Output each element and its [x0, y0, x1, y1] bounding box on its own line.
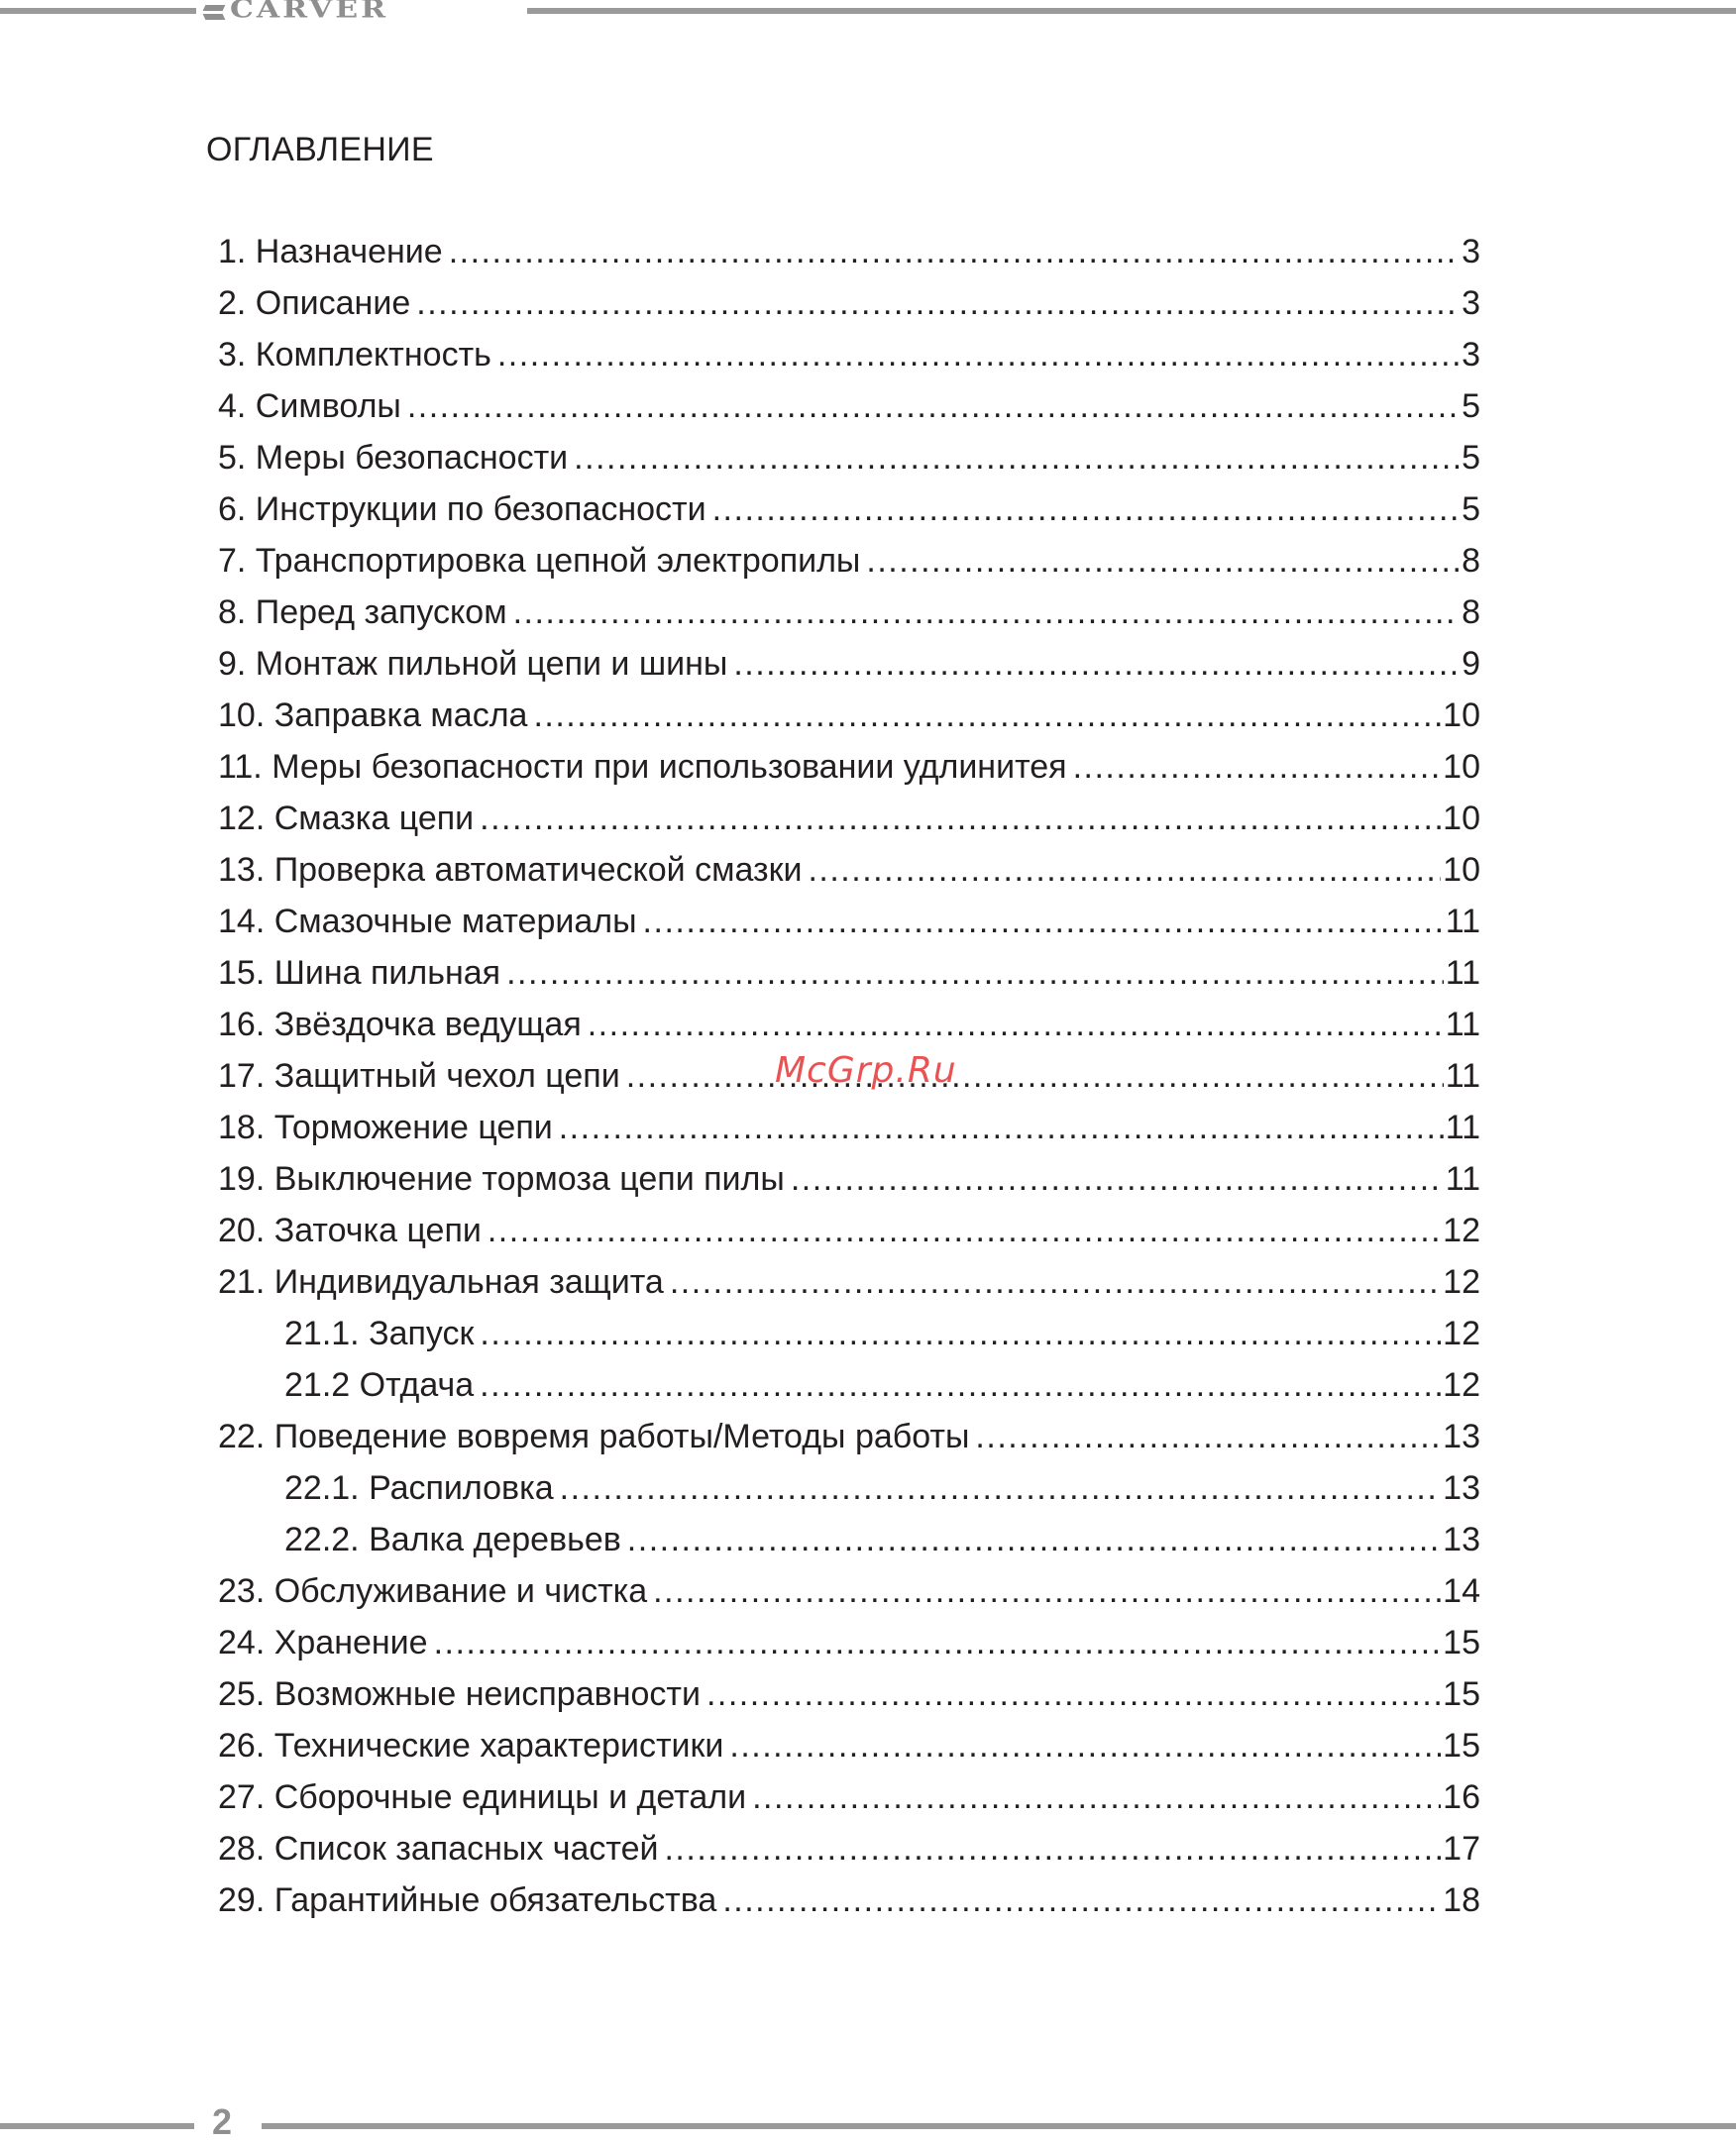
- page-title: ОГЛАВЛЕНИЕ: [206, 131, 434, 168]
- toc-leader-dots: [1073, 741, 1442, 793]
- toc-leader-dots: [643, 896, 1444, 947]
- toc-leader-dots: [559, 1102, 1444, 1153]
- toc-entry-label: 10. Заправка масла: [218, 696, 528, 734]
- toc-entry-page: 12: [1443, 1366, 1480, 1404]
- page-header: [0, 0, 1736, 30]
- toc-entry[interactable]: [218, 896, 1480, 947]
- toc-entry[interactable]: [218, 1668, 1480, 1720]
- toc-entry-page: 10: [1443, 748, 1480, 786]
- toc-leader-dots: [434, 1617, 1442, 1668]
- toc-leader-dots: [560, 1462, 1442, 1514]
- toc-leader-dots: [733, 638, 1460, 690]
- toc-entry[interactable]: [218, 1874, 1480, 1926]
- toc-entry-label: 16. Звёздочка ведущая: [218, 1006, 582, 1043]
- toc-entry-label: 18. Торможение цепи: [218, 1109, 553, 1146]
- watermark: McGrp.Ru: [775, 1050, 957, 1091]
- brand-name: CARVER: [230, 0, 389, 25]
- toc-leader-dots: [975, 1411, 1441, 1462]
- toc-leader-dots: [626, 1050, 1444, 1102]
- toc-entry-page: 13: [1443, 1469, 1480, 1507]
- toc-entry-label: 21.1. Запуск: [284, 1315, 475, 1352]
- toc-entry-page: 13: [1443, 1521, 1480, 1558]
- header-rule-left: [0, 8, 196, 14]
- toc-entry[interactable]: [218, 999, 1480, 1050]
- toc-entry-label: 9. Монтаж пильной цепи и шины: [218, 645, 728, 683]
- header-rule-right: [527, 8, 1736, 14]
- toc-entry-page: 3: [1462, 233, 1480, 270]
- toc-leader-dots: [488, 1205, 1441, 1256]
- toc-entry-page: 18: [1443, 1881, 1480, 1919]
- toc-entry[interactable]: [218, 947, 1480, 999]
- toc-leader-dots: [480, 1359, 1441, 1411]
- toc-leader-dots: [449, 226, 1460, 277]
- toc-entry[interactable]: [218, 1771, 1480, 1823]
- toc-entry-page: 5: [1462, 490, 1480, 528]
- toc-entry-page: 15: [1443, 1675, 1480, 1713]
- toc-entry-label: 29. Гарантийные обязательства: [218, 1881, 717, 1919]
- page-number: 2: [212, 2101, 233, 2142]
- toc-entry[interactable]: [218, 1720, 1480, 1771]
- toc-entry-page: 11: [1445, 1109, 1480, 1146]
- toc-entry-label: 22.1. Распиловка: [284, 1469, 554, 1507]
- toc-entry[interactable]: [218, 1462, 1480, 1514]
- toc-entry-label: 5. Меры безопасности: [218, 439, 569, 477]
- toc-leader-dots: [729, 1720, 1441, 1771]
- toc-leader-dots: [627, 1514, 1441, 1565]
- toc-leader-dots: [533, 690, 1441, 741]
- toc-entry-label: 20. Заточка цепи: [218, 1212, 482, 1249]
- toc-entry[interactable]: [218, 1514, 1480, 1565]
- toc-entry-page: 14: [1443, 1572, 1480, 1610]
- toc-entry[interactable]: [218, 483, 1480, 535]
- toc-entry-label: 26. Технические характеристики: [218, 1727, 724, 1765]
- toc-leader-dots: [808, 844, 1441, 896]
- toc-leader-dots: [506, 947, 1444, 999]
- toc-entry[interactable]: [218, 793, 1480, 844]
- brand-logo: [204, 0, 388, 26]
- toc-entry[interactable]: [218, 1359, 1480, 1411]
- toc-leader-dots: [706, 1668, 1441, 1720]
- toc-entry[interactable]: [218, 741, 1480, 793]
- toc-entry-label: 11. Меры безопасности при использовании удлинитея: [218, 748, 1067, 786]
- toc-entry-page: 10: [1443, 800, 1480, 837]
- toc-entry-label: 27. Сборочные единицы и детали: [218, 1778, 747, 1816]
- toc-entry-page: 9: [1462, 645, 1480, 683]
- toc-leader-dots: [497, 329, 1460, 380]
- toc-leader-dots: [752, 1771, 1441, 1823]
- toc-entry-label: 12. Смазка цепи: [218, 800, 475, 837]
- toc-entry-label: 21. Индивидуальная защита: [218, 1263, 664, 1301]
- toc-entry-label: 24. Хранение: [218, 1624, 428, 1661]
- toc-entry-page: 5: [1462, 439, 1480, 477]
- toc-entry[interactable]: [218, 1102, 1480, 1153]
- toc-leader-dots: [670, 1256, 1441, 1308]
- toc-entry-page: 12: [1443, 1212, 1480, 1249]
- toc-entry[interactable]: [218, 432, 1480, 483]
- toc-leader-dots: [712, 483, 1460, 535]
- toc-entry-page: 16: [1443, 1778, 1480, 1816]
- toc-entry-page: 8: [1462, 542, 1480, 580]
- toc-entry[interactable]: [218, 380, 1480, 432]
- toc-leader-dots: [791, 1153, 1444, 1205]
- toc-entry-label: 21.2 Отдача: [284, 1366, 475, 1404]
- toc-entry-label: 6. Инструкции по безопасности: [218, 490, 706, 528]
- toc-entry-page: 10: [1443, 696, 1480, 734]
- toc-entry[interactable]: [218, 1617, 1480, 1668]
- toc-entry-page: 15: [1443, 1624, 1480, 1661]
- toc-entry-page: 11: [1445, 1057, 1480, 1095]
- toc-entry-page: 3: [1462, 284, 1480, 322]
- toc-entry-page: 12: [1443, 1315, 1480, 1352]
- toc-entry-label: 17. Защитный чехол цепи: [218, 1057, 620, 1095]
- toc-leader-dots: [653, 1565, 1441, 1617]
- toc-entry-label: 2. Описание: [218, 284, 411, 322]
- toc-leader-dots: [588, 999, 1444, 1050]
- toc-leader-dots: [722, 1874, 1441, 1926]
- toc-leader-dots: [480, 1308, 1441, 1359]
- toc-entry-label: 22.2. Валка деревьев: [284, 1521, 621, 1558]
- toc-entry-label: 4. Символы: [218, 387, 401, 425]
- toc-entry-page: 11: [1445, 903, 1480, 940]
- toc-entry-label: 23. Обслуживание и чистка: [218, 1572, 648, 1610]
- toc-entry[interactable]: [218, 690, 1480, 741]
- toc-leader-dots: [664, 1823, 1441, 1874]
- toc-entry[interactable]: [218, 1823, 1480, 1874]
- toc-leader-dots: [574, 432, 1460, 483]
- toc-entry[interactable]: [218, 1411, 1480, 1462]
- toc-entry-label: 7. Транспортировка цепной электропилы: [218, 542, 861, 580]
- toc-leader-dots: [416, 277, 1460, 329]
- toc-leader-dots: [407, 380, 1460, 432]
- toc-entry[interactable]: [218, 1256, 1480, 1308]
- toc-entry-page: 15: [1443, 1727, 1480, 1765]
- toc-entry-page: 3: [1462, 336, 1480, 374]
- toc-entry-page: 8: [1462, 593, 1480, 631]
- footer-rule-left: [0, 2123, 194, 2129]
- toc-entry[interactable]: [218, 1565, 1480, 1617]
- toc-entry-label: 8. Перед запуском: [218, 593, 507, 631]
- toc-entry[interactable]: [218, 587, 1480, 638]
- toc-entry-label: 14. Смазочные материалы: [218, 903, 637, 940]
- toc-entry[interactable]: [218, 277, 1480, 329]
- toc-entry-page: 17: [1443, 1830, 1480, 1868]
- toc-entry[interactable]: [218, 535, 1480, 587]
- footer-rule-right: [262, 2123, 1736, 2129]
- toc-entry[interactable]: [218, 1308, 1480, 1359]
- toc-entry[interactable]: [218, 844, 1480, 896]
- toc-entry-label: 28. Список запасных частей: [218, 1830, 659, 1868]
- toc-entry-page: 10: [1443, 851, 1480, 889]
- toc-entry-label: 3. Комплектность: [218, 336, 491, 374]
- toc-entry-label: 19. Выключение тормоза цепи пилы: [218, 1160, 785, 1198]
- toc-entry[interactable]: [218, 1153, 1480, 1205]
- toc-entry-page: 5: [1462, 387, 1480, 425]
- toc-entry-page: 11: [1445, 1160, 1480, 1198]
- toc-entry-label: 22. Поведение вовремя работы/Методы работы: [218, 1418, 970, 1455]
- toc-entry[interactable]: [218, 329, 1480, 380]
- toc-entry-page: 11: [1445, 1006, 1480, 1043]
- toc-entry-page: 13: [1443, 1418, 1480, 1455]
- toc-leader-dots: [480, 793, 1441, 844]
- toc-entry-page: 12: [1443, 1263, 1480, 1301]
- toc-entry[interactable]: [218, 226, 1480, 277]
- toc-entry-label: 1. Назначение: [218, 233, 443, 270]
- toc-entry-label: 13. Проверка автоматической смазки: [218, 851, 803, 889]
- toc-leader-dots: [866, 535, 1460, 587]
- toc-entry[interactable]: [218, 1205, 1480, 1256]
- toc-leader-dots: [513, 587, 1461, 638]
- toc-entry-label: 25. Возможные неисправности: [218, 1675, 701, 1713]
- toc-entry-label: 15. Шина пильная: [218, 954, 501, 992]
- carver-logo-icon: [204, 3, 224, 23]
- toc-entry-page: 11: [1445, 954, 1480, 992]
- toc-entry[interactable]: [218, 638, 1480, 690]
